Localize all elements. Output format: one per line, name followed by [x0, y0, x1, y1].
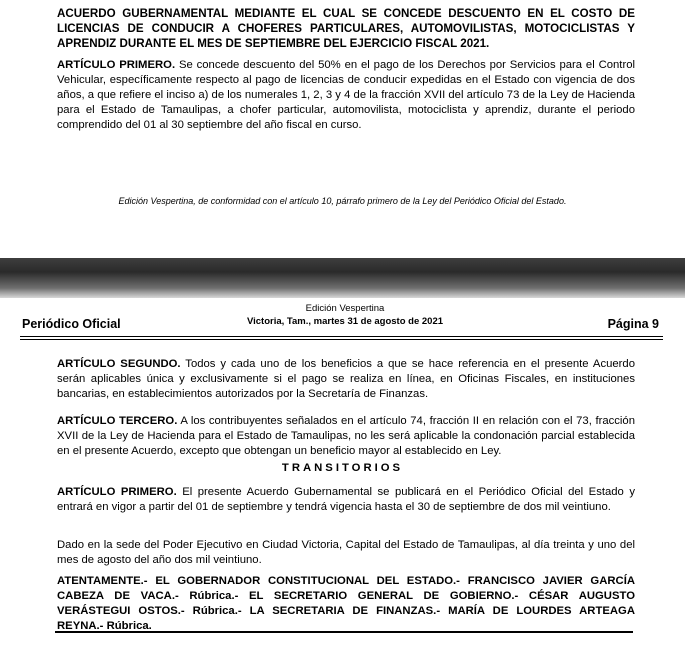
header-rule-secondary [20, 339, 663, 340]
articulo-primero-paragraph [57, 58, 635, 133]
header-page-number: Página 9 [607, 317, 659, 331]
articulo-tercero-heading: ARTÍCULO TERCERO. [57, 415, 178, 427]
transitorio-primero-text: El presente Acuerdo Gubernamental se publicará en el Periódico Oficial del Estado y entrará en vigor a partir del 01 de septiembre y tendrá vigencia hasta el 30 de septiembre de dos mil veintiuno. [57, 486, 635, 513]
header-rule [20, 336, 663, 337]
upper-page [0, 0, 685, 258]
articulo-segundo-heading: ARTÍCULO SEGUNDO. [57, 358, 181, 370]
articulo-segundo-text: Todos y cada uno de los beneficios a que se hace referencia en el presente Acuerdo serán aplicables única y exclusivamente si el pago se realiza en línea, en Oficinas Fiscales, en instituciones bancarias, en establecimientos autorizados por la Secretaría de Finanzas. [57, 358, 635, 400]
articulo-tercero-paragraph [57, 414, 635, 459]
header-date-line: Victoria, Tam., martes 31 de agosto de 2021 [246, 316, 444, 327]
header-edition-info [210, 302, 480, 328]
transitorio-primero-heading: ARTÍCULO PRIMERO. [57, 486, 177, 498]
closing-rule [55, 631, 633, 633]
signatures-paragraph: ATENTAMENTE.- EL GOBERNADOR CONSTITUCIONAL DEL ESTADO.- FRANCISCO JAVIER GARCÍA CABEZA DE VACA.- Rúbrica.- EL SECRETARIO GENERAL DE GOBIERNO.- CÉSAR AUGUSTO VERÁSTEGUI OSTOS.- Rúbrica.- LA SECRETARIA DE FINANZAS.- MARÍA DE LOURDES ARTEAGA REYNA.- Rúbrica. [57, 575, 635, 632]
articulo-tercero-text: A los contribuyentes señalados en el artículo 74, fracción II en relación con el 73, fracción XVII de la Ley de Hacienda para el Estado de Tamaulipas, no les será aplicable la condonación parcial establecida en el presente Acuerdo, excepto que obtengan un beneficio mayor al establecido en Ley. [57, 415, 635, 457]
articulo-primero-heading: ARTÍCULO PRIMERO. [57, 59, 176, 71]
transitorio-primero-paragraph [57, 485, 635, 515]
transitorios-heading: TRANSITORIOS [281, 462, 404, 474]
header-publication-name: Periódico Oficial [22, 317, 121, 331]
agreement-title: ACUERDO GUBERNAMENTAL MEDIANTE EL CUAL SE CONCEDE DESCUENTO EN EL COSTO DE LICENCIAS DE CONDUCIR A CHOFERES PARTICULARES, AUTOMOVILISTAS, MOTOCICLISTAS Y APRENDIZ DURANTE EL MES DE SEPTIEMBRE DEL EJERCICIO FISCAL 2021. [57, 7, 635, 50]
edition-footer-note: Edición Vespertina, de conformidad con el artículo 10, párrafo primero de la Ley del Periódico Oficial del Estado. [118, 196, 567, 206]
lower-page [0, 298, 685, 651]
page-separator [0, 258, 685, 298]
articulo-primero-text: Se concede descuento del 50% en el pago de los Derechos por Servicios para el Control Vehicular, específicamente respecto al pago de licencias de conducir expedidas en el Estado con vigencia de dos años, a que refiere el inciso a) de los numerales 1, 2, 3 y 4 de la fracción XVII del artículo 73 de la Ley de Hacienda para el Estado de Tamaulipas, a chofer particular, automovilista, motociclista y aprendiz, durante el periodo comprendido del 01 al 30 septiembre del año fiscal en curso. [57, 59, 635, 131]
articulo-segundo-paragraph [57, 357, 635, 402]
header-edition-label: Edición Vespertina [305, 303, 385, 314]
dado-paragraph: Dado en la sede del Poder Ejecutivo en Ciudad Victoria, Capital del Estado de Tamaulipas, al día treinta y uno del mes de agosto del año dos mil veintiuno. [57, 539, 635, 566]
